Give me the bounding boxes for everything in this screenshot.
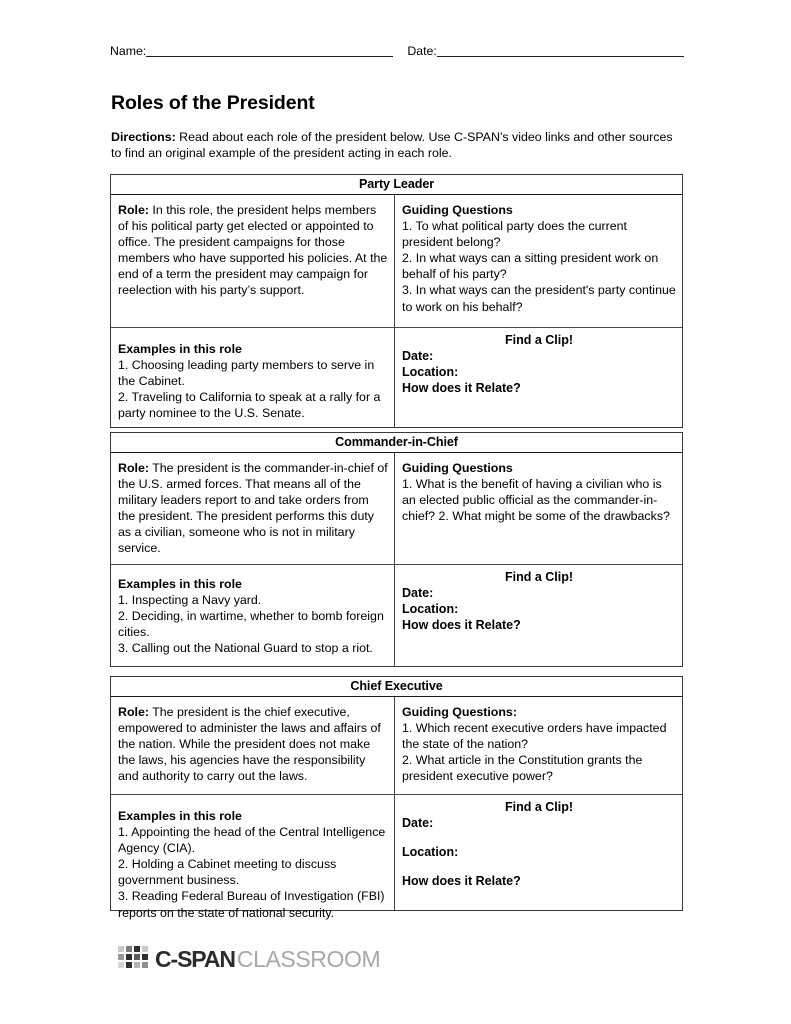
table-row [111, 565, 682, 666]
table-heading: Commander-in-Chief [111, 433, 682, 453]
guiding-questions-label: Guiding Questions [402, 461, 513, 475]
find-a-clip-cell [395, 328, 682, 427]
find-a-clip-cell [395, 565, 682, 666]
role-table-party-leader [110, 174, 683, 428]
example-item: 3. Reading Federal Bureau of Investigation (FBI) reports on the state of national security. [118, 889, 385, 920]
guiding-questions-label: Guiding Questions [402, 203, 513, 217]
role-label: Role: [118, 203, 149, 217]
cspan-classroom-logo [118, 944, 380, 974]
directions-paragraph [111, 129, 679, 161]
date-blank-field[interactable] [437, 44, 684, 57]
table-row [111, 795, 682, 920]
example-item: 1. Choosing leading party members to serve in the Cabinet. [118, 358, 375, 389]
examples-cell [111, 795, 395, 920]
guiding-question: 1. What is the benefit of having a civilian who is an elected public official as the commander-in-chief? 2. What might be some of the drawbacks? [402, 477, 670, 524]
example-item: 3. Calling out the National Guard to stop a riot. [118, 641, 373, 656]
example-item: 2. Holding a Cabinet meeting to discuss government business. [118, 857, 337, 888]
guiding-question: 3. In what ways can the president's party continue to work on his behalf? [402, 283, 676, 314]
clip-relate-field[interactable]: How does it Relate? [402, 874, 521, 889]
guiding-questions-cell [395, 453, 682, 564]
role-label: Role: [118, 461, 149, 475]
role-description-cell [111, 453, 395, 564]
clip-relate-field[interactable]: How does it Relate? [402, 381, 521, 396]
clip-date-field[interactable]: Date: [402, 816, 434, 831]
examples-label: Examples in this role [118, 809, 242, 823]
clip-location-field[interactable]: Location: [402, 845, 459, 860]
table-row [111, 697, 682, 795]
find-a-clip-title: Find a Clip! [504, 333, 574, 347]
example-item: 1. Inspecting a Navy yard. [118, 593, 262, 608]
clip-location-field[interactable]: Location: [402, 365, 459, 380]
table-heading: Chief Executive [111, 677, 682, 697]
role-table-chief-executive [110, 676, 683, 920]
role-table-commander-in-chief [110, 432, 683, 667]
date-label: Date: [407, 44, 437, 58]
examples-cell [111, 565, 395, 666]
guiding-questions-label: Guiding Questions: [402, 705, 517, 719]
guiding-questions-cell [395, 195, 682, 327]
role-text: In this role, the president helps members of his political party get elected or appointed to office. The president campaigns for those members who have supported his policies. At the end of a term the president may campaign for reelection with his party’s support. [118, 203, 388, 298]
example-item: 2. Deciding, in wartime, whether to bomb foreign cities. [118, 609, 384, 640]
logo-wordmark-cspan: C-SPAN [155, 945, 235, 972]
role-text: The president is the commander-in-chief of the U.S. armed forces. That means all of the military leaders report to and take orders from the president. The president performs this duty as a civilian, someone who is not in military service. [118, 461, 388, 556]
clip-location-field[interactable]: Location: [402, 602, 459, 617]
example-item: 1. Appointing the head of the Central Intelligence Agency (CIA). [118, 825, 386, 856]
examples-label: Examples in this role [118, 342, 242, 356]
example-item: 2. Traveling to California to speak at a rally for a party nominee to the U.S. Senate. [118, 390, 381, 421]
name-blank-field[interactable] [146, 44, 393, 57]
clip-date-field[interactable]: Date: [402, 586, 434, 601]
table-row [111, 328, 682, 427]
guiding-question: 2. In what ways can a sitting president work on behalf of his party? [402, 251, 659, 282]
name-date-line [110, 44, 684, 58]
table-row [111, 453, 682, 565]
guiding-question: 2. What article in the Constitution grants the president executive power? [402, 753, 643, 784]
guiding-question: 1. To what political party does the current president belong? [402, 219, 627, 250]
clip-date-field[interactable]: Date: [402, 349, 434, 364]
page-title: Roles of the President [111, 92, 315, 114]
cspan-dots-icon [118, 944, 152, 974]
logo-wordmark-classroom: CLASSROOM [236, 945, 381, 972]
clip-relate-field[interactable]: How does it Relate? [402, 618, 521, 633]
guiding-questions-cell [395, 697, 682, 794]
role-description-cell [111, 697, 395, 794]
role-label: Role: [118, 705, 149, 719]
role-description-cell [111, 195, 395, 327]
table-row [111, 195, 682, 328]
find-a-clip-cell [395, 795, 682, 910]
name-label: Name: [110, 44, 147, 58]
find-a-clip-title: Find a Clip! [504, 800, 574, 814]
examples-label: Examples in this role [118, 577, 242, 591]
find-a-clip-title: Find a Clip! [504, 570, 574, 584]
role-text: The president is the chief executive, empowered to administer the laws and affairs of the nation. While the president does not make the laws, his agencies have the responsibility and authority to carry out the laws. [118, 705, 381, 784]
guiding-question: 1. Which recent executive orders have impacted the state of the nation? [402, 721, 667, 752]
directions-label: Directions: [111, 130, 176, 144]
examples-cell [111, 328, 395, 427]
directions-text: Read about each role of the president below. Use C-SPAN’s video links and other sources to find an original example of the president acting in each role. [111, 130, 673, 161]
table-heading: Party Leader [111, 175, 682, 195]
